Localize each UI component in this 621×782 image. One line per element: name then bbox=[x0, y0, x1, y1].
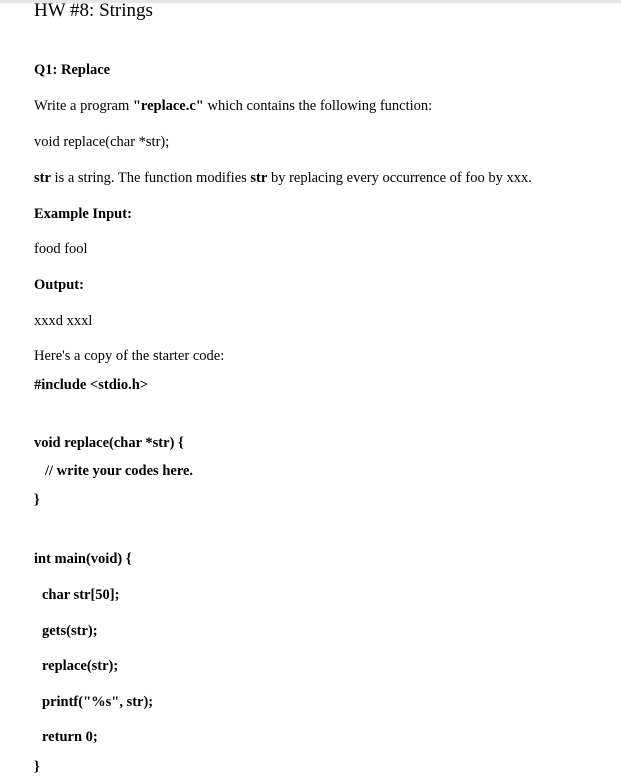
starter-code-intro: Here's a copy of the starter code: bbox=[34, 348, 225, 364]
intro-prefix: Write a program bbox=[34, 98, 133, 114]
question-heading: Q1: Replace bbox=[34, 62, 111, 78]
example-input-label: Example Input: bbox=[34, 206, 132, 222]
code-main-line: gets(str); bbox=[42, 623, 98, 639]
code-main-line: return 0; bbox=[42, 729, 98, 745]
code-func-close: } bbox=[34, 492, 40, 508]
description-part2: by replacing every occurrence of foo by xxx. bbox=[267, 170, 532, 186]
intro-paragraph bbox=[34, 97, 432, 115]
page-title: HW #8: Strings bbox=[34, 0, 153, 21]
code-func-comment: // write your codes here. bbox=[45, 463, 194, 479]
function-prototype: void replace(char *str); bbox=[34, 134, 170, 150]
code-include: #include <stdio.h> bbox=[34, 377, 149, 393]
code-main-close: } bbox=[34, 759, 40, 775]
example-input-value: food fool bbox=[34, 241, 88, 257]
code-func-signature: void replace(char *str) { bbox=[34, 435, 184, 451]
code-main-line: char str[50]; bbox=[42, 587, 120, 603]
intro-filename: "replace.c" bbox=[132, 98, 204, 114]
code-main-line: replace(str); bbox=[42, 658, 119, 674]
output-value: xxxd xxxl bbox=[34, 313, 93, 329]
code-main-line: printf("%s", str); bbox=[42, 694, 154, 710]
description-part1: is a string. The function modifies bbox=[50, 170, 251, 186]
description-paragraph bbox=[34, 169, 532, 187]
description-var1: str bbox=[34, 170, 51, 186]
intro-suffix: which contains the following function: bbox=[203, 98, 433, 114]
description-var2: str bbox=[250, 170, 268, 186]
code-main-signature: int main(void) { bbox=[34, 551, 132, 567]
output-label: Output: bbox=[34, 277, 84, 293]
